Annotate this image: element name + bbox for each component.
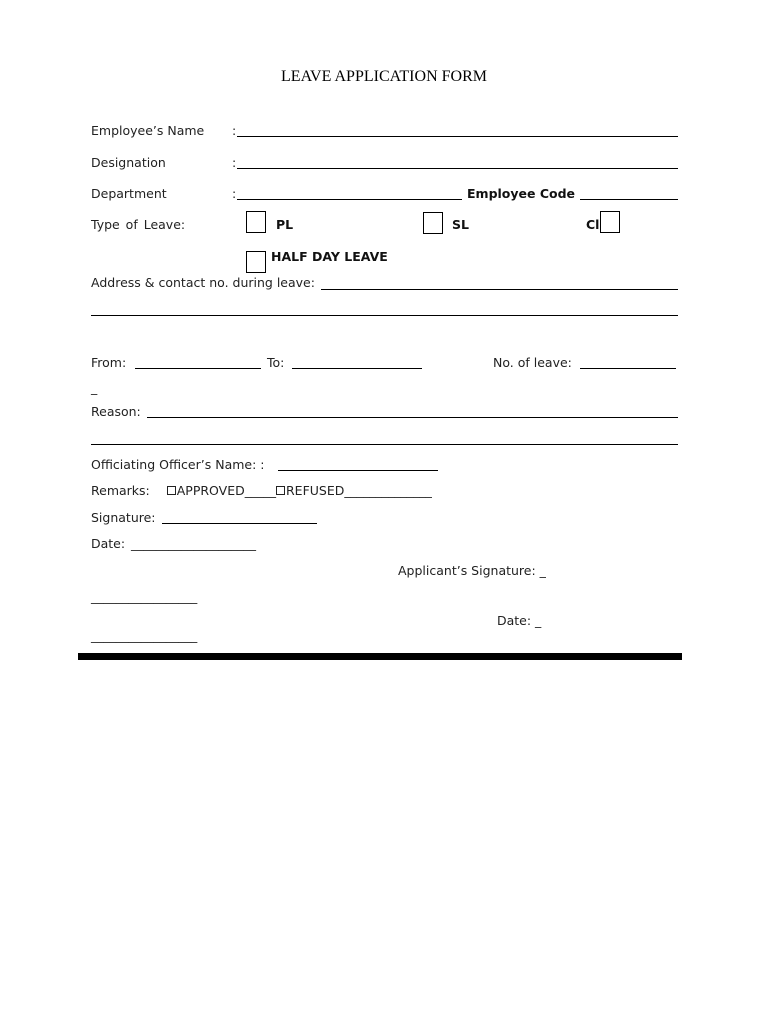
signature-field[interactable] xyxy=(162,523,317,524)
cl-checkbox[interactable] xyxy=(600,211,620,233)
department-field[interactable] xyxy=(237,199,462,200)
employee-name-field[interactable] xyxy=(237,136,678,137)
to-label: To: xyxy=(267,355,285,370)
cl-label: Cl xyxy=(586,217,600,232)
half-day-label: HALF DAY LEAVE xyxy=(271,249,388,264)
from-label: From: xyxy=(91,355,127,370)
approved-label: APPROVED xyxy=(176,483,245,498)
form-title: LEAVE APPLICATION FORM xyxy=(281,68,487,85)
applicant-signature-line[interactable]: _________________ xyxy=(91,589,198,604)
address-field-line-2[interactable] xyxy=(91,315,678,316)
no-of-leave-field[interactable] xyxy=(580,368,676,369)
remarks-row xyxy=(91,483,432,498)
no-of-leave-label: No. of leave: xyxy=(493,355,572,370)
date-underline[interactable]: ____________________ xyxy=(131,536,256,551)
pl-checkbox[interactable] xyxy=(246,211,266,233)
employee-name-label: Employee’s Name xyxy=(91,123,205,138)
approved-checkbox[interactable] xyxy=(167,486,176,495)
employee-code-field[interactable] xyxy=(580,199,678,200)
address-field-line-1[interactable] xyxy=(321,289,678,290)
address-label: Address & contact no. during leave: xyxy=(91,275,315,290)
designation-label: Designation xyxy=(91,155,166,170)
employee-name-colon: : xyxy=(232,123,237,138)
approved-blank: _____ xyxy=(244,483,276,498)
refused-checkbox[interactable] xyxy=(276,486,285,495)
refused-label: REFUSED xyxy=(286,483,345,498)
to-field[interactable] xyxy=(292,368,422,369)
applicant-signature-label: Applicant’s Signature: _ xyxy=(398,563,546,578)
reason-field-line-1[interactable] xyxy=(147,417,678,418)
from-field[interactable] xyxy=(135,368,261,369)
date-label: Date: xyxy=(91,536,126,551)
sl-label: SL xyxy=(452,217,469,232)
half-day-checkbox[interactable] xyxy=(246,251,266,273)
designation-field[interactable] xyxy=(237,168,678,169)
employee-code-label: Employee Code xyxy=(467,186,576,201)
bottom-rule xyxy=(78,653,682,660)
sl-checkbox[interactable] xyxy=(423,212,443,234)
final-date-label: Date: _ xyxy=(497,613,542,628)
signature-label: Signature: xyxy=(91,510,156,525)
pl-label: PL xyxy=(276,217,294,232)
officiating-officer-field[interactable] xyxy=(278,470,438,471)
reason-field-line-2[interactable] xyxy=(91,444,678,445)
final-date-underline[interactable]: _________________ xyxy=(91,628,198,643)
stray-underscore: _ xyxy=(91,380,98,395)
department-colon: : xyxy=(232,186,237,201)
department-label: Department xyxy=(91,186,167,201)
officiating-officer-label: Officiating Officer’s Name: : xyxy=(91,457,265,472)
refused-blank: ______________ xyxy=(344,483,432,498)
type-of-leave-label: Type of Leave: xyxy=(91,217,186,232)
designation-colon: : xyxy=(232,155,237,170)
remarks-label: Remarks: xyxy=(91,483,150,498)
reason-label: Reason: xyxy=(91,404,141,419)
